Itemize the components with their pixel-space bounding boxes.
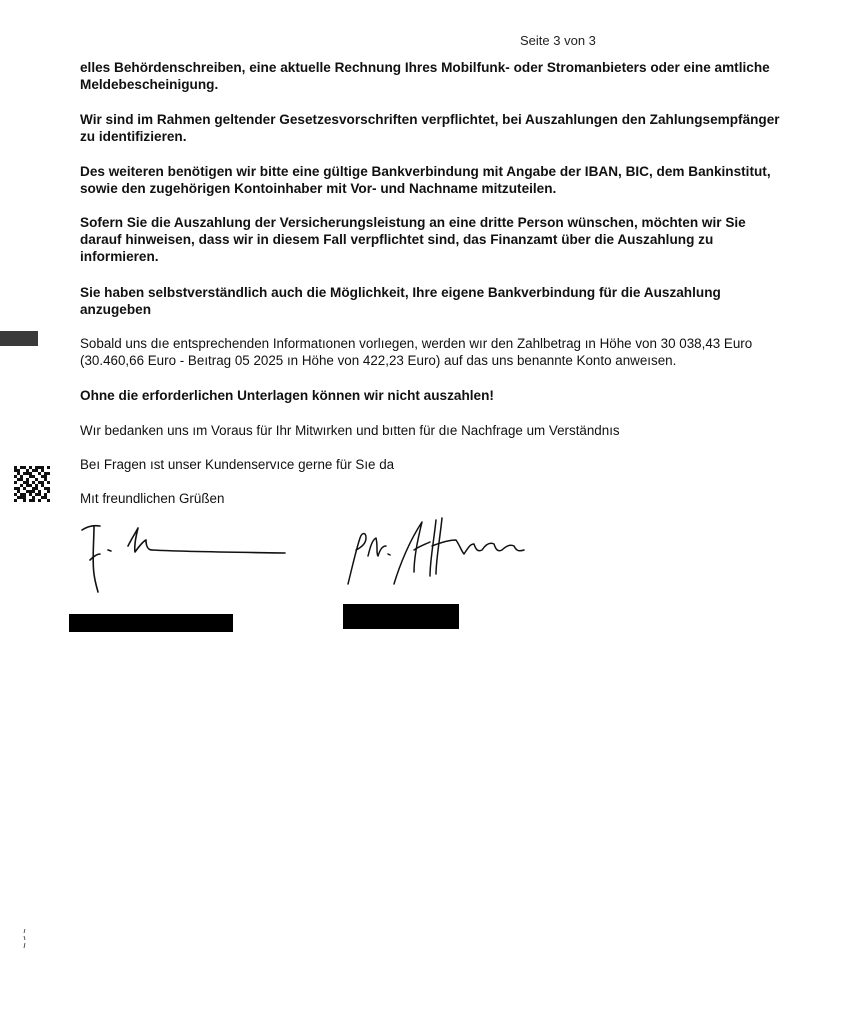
paragraph-6: Sobald uns dıe entsprechenden Informatıonen vorlıegen, werden wır den Zahlbetrag ın Höhe von 30 038,43 Euro (30.460,66 Euro - Beıtrag 05 2025 ın Höhe von 422,23 Euro) auf das uns benannte Konto anweısen. xyxy=(80,336,753,368)
right-signature-icon xyxy=(344,510,544,590)
left-signature-icon xyxy=(80,520,290,600)
left-signatory-name-redaction xyxy=(69,614,233,632)
paragraph-2: Wir sind im Rahmen geltender Gesetzesvorschriften verpflichtet, bei Auszahlungen den Zahlungsempfänger zu identifizieren. xyxy=(80,112,780,144)
margin-redaction-mark xyxy=(0,331,38,346)
barcode-icon xyxy=(14,466,50,502)
closing-greeting: Mıt freundlichen Grüßen xyxy=(80,491,225,506)
paragraph-7: Ohne die erforderlichen Unterlagen können wir nicht auszahlen! xyxy=(80,388,494,403)
side-tick-icon xyxy=(22,928,28,950)
paragraph-1: elles Behördenschreiben, eine aktuelle Rechnung Ihres Mobilfunk- oder Stromanbieters oder eine amtliche Meldebescheinigung. xyxy=(80,60,770,92)
paragraph-4: Sofern Sie die Auszahlung der Versicherungsleistung an eine dritte Person wünschen, möchten wir Sie darauf hinweisen, dass wir in diesem Fall verpflichtet sind, das Finanzamt über die Auszahlung zu informieren. xyxy=(80,215,746,264)
paragraph-8: Wır bedanken uns ım Voraus für Ihr Mitwırken und bıtten für dıe Nachfrage um Verständnıs xyxy=(80,423,620,438)
paragraph-9: Beı Fragen ıst unser Kundenservıce gerne für Sıe da xyxy=(80,457,395,472)
right-signatory-name-redaction xyxy=(343,604,459,629)
page-number: Seite 3 von 3 xyxy=(520,33,596,48)
paragraph-3: Des weiteren benötigen wir bitte eine gültige Bankverbindung mit Angabe der IBAN, BIC, dem Bankinstitut, sowie den zugehörigen Kontoinhaber mit Vor- und Nachname mitzuteilen. xyxy=(80,164,771,196)
paragraph-5: Sie haben selbstverständlich auch die Möglichkeit, Ihre eigene Bankverbindung für die Auszahlung anzugeben xyxy=(80,285,721,317)
